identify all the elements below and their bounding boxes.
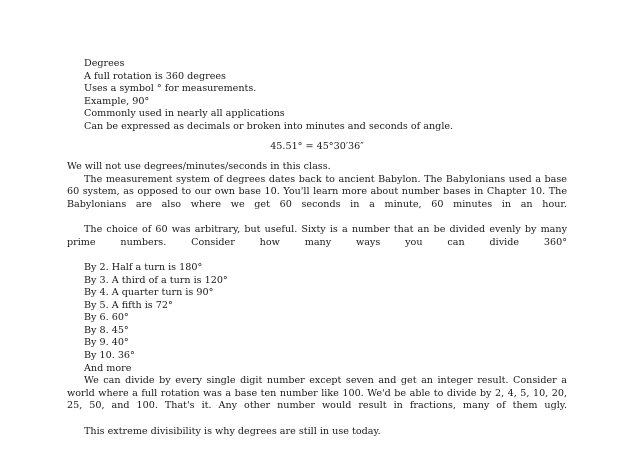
list-item: Degrees <box>84 58 125 69</box>
list-item: Example, 90° <box>84 95 150 107</box>
equation: 45.51° = 45°30′36″ <box>270 140 364 152</box>
list-item: By 3. A third of a turn is 120° <box>84 274 228 286</box>
list-item: By 8. 45° <box>84 324 129 336</box>
list-item: Commonly used in nearly all applications <box>84 108 285 120</box>
list-item: By 2. Half a turn is 180° <box>84 261 203 273</box>
paragraph-digits: We can divide by every single digit number except seven and get an integer result. Consider a world where a full rotation was a base ten number like 100. We'd be able to divide by 2, 4, 5, 10, 20, 25, 50, and 100. That's it. Any other number would result in fractions, many of them ugly. <box>67 375 567 412</box>
list-item: Uses a symbol ° for measurements. <box>84 83 257 95</box>
divisions-list <box>67 262 567 375</box>
list-item: By 10. 36° <box>84 350 135 362</box>
list-item: Can be expressed as decimals or broken into minutes and seconds of angle. <box>84 120 454 132</box>
list-item: A full rotation is 360 degrees <box>84 70 226 82</box>
list-item: By 5. A fifth is 72° <box>84 299 173 311</box>
paragraph-final: This extreme divisibility is why degrees are still in use today. <box>84 425 381 437</box>
list-item: By 9. 40° <box>84 337 129 349</box>
list-item: And more <box>84 362 132 374</box>
list-item: By 6. 60° <box>84 312 129 324</box>
paragraph-babylon: The measurement system of degrees dates back to ancient Babylon. The Babylonians used a base 60 system, as opposed to our own base 10. You'll learn more about number bases in Chapter 10. The Babylonians are also where we get 60 seconds in a minute, 60 minutes in an hour. <box>67 173 567 210</box>
text-column <box>67 58 567 438</box>
paragraph-sixty: The choice of 60 was arbitrary, but useful. Sixty is a number that an be divided evenly by many prime numbers. Consider how many ways you can divide 360° <box>67 224 567 248</box>
list-item: By 4. A quarter turn is 90° <box>84 287 214 299</box>
statement: We will not use degrees/minutes/seconds in this class. <box>67 161 331 173</box>
intro-list <box>67 58 567 134</box>
